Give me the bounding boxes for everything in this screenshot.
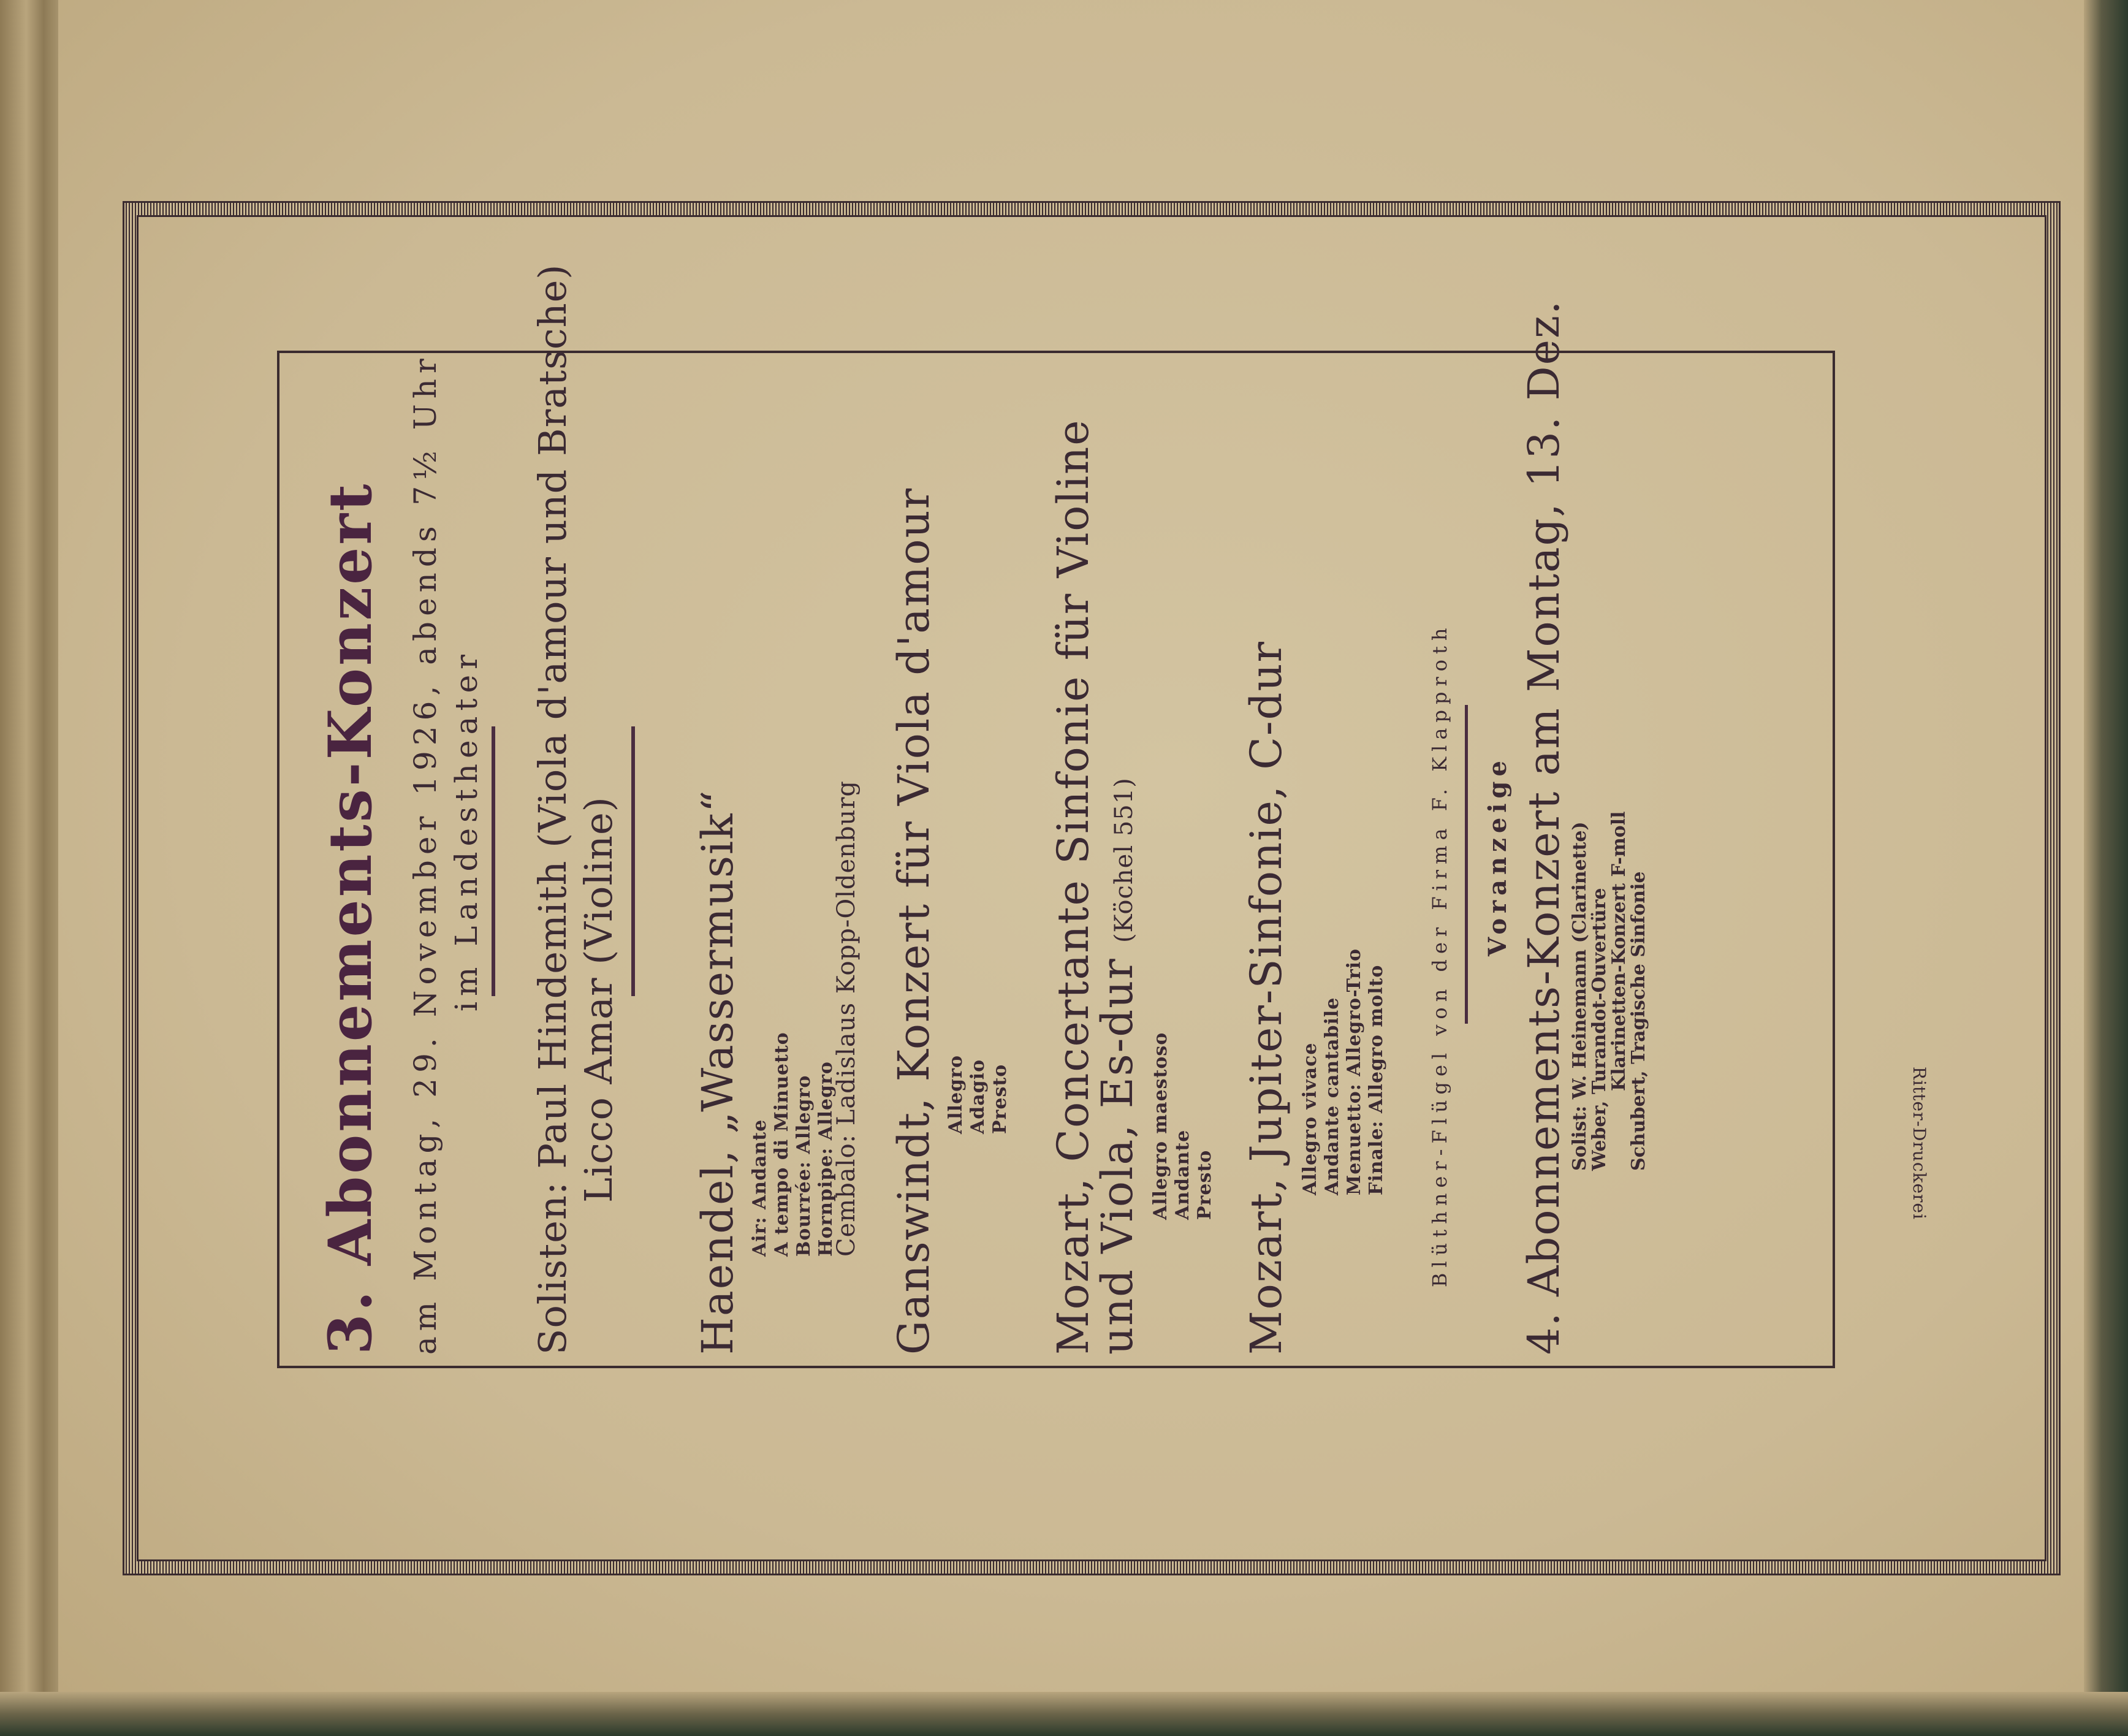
work-mozart-concertante-1: Mozart, Concertante Sinfonie für Violine (1048, 419, 1098, 1355)
piano-note: Blüthner-Flügel von der Firma F. Klapproth (1428, 622, 1451, 1287)
movement: Allegro (945, 1055, 967, 1134)
concert-title: 3. Abonnements-Konzert (316, 481, 385, 1355)
soloists-line-2: Licco Amar (Violine) (576, 796, 621, 1203)
movement: Hornpipe: Allegro (815, 1061, 837, 1257)
movement: Air: Andante (749, 1119, 770, 1257)
concert-date: am Montag, 29. November 1926, abends 7½ Uhr (408, 353, 443, 1355)
concert-program (288, 264, 1808, 1355)
book-spine (0, 0, 58, 1736)
movement: Menuetto: Allegro-Trio (1343, 948, 1365, 1195)
preview-line: Schubert, Tragische Sinfonie (1628, 871, 1649, 1171)
preview-line: Solist: W. Heinemann (Clarinette) (1569, 821, 1590, 1171)
movement: Presto (989, 1064, 1011, 1134)
page-edge-bottom (0, 1692, 2128, 1736)
work-mozart-concertante-2: und Viola, Es-dur (Köchel 551) (1092, 777, 1142, 1355)
work-ganswindt: Ganswindt, Konzert für Viola d'amour (889, 487, 939, 1355)
movement: A tempo di Minuetto (771, 1032, 792, 1257)
soloists-line-1: Solisten: Paul Hindemith (Viola d'amour und Bratsche) (530, 264, 575, 1355)
movement: Presto (1194, 1149, 1215, 1220)
preview-line: Klarinetten-Konzert F-moll (1608, 811, 1630, 1091)
movement: Bourrée: Allegro (793, 1075, 815, 1257)
divider-rule (492, 726, 495, 996)
printer-imprint: Ritter-Druckerei (1909, 1067, 1929, 1220)
movement: Andante cantabile (1321, 997, 1343, 1195)
preview-title: 4. Abonnements-Konzert am Montag, 13. Dez. (1519, 299, 1569, 1355)
movement: Allegro maestoso (1150, 1032, 1171, 1220)
divider-rule (1465, 705, 1468, 1024)
movement: Allegro vivace (1299, 1042, 1321, 1195)
movement: Adagio (967, 1059, 989, 1134)
work-mozart-jupiter: Mozart, Jupiter-Sinfonie, C-dur (1241, 641, 1291, 1355)
concert-venue: im Landestheater (449, 649, 484, 1011)
movement: Andante (1172, 1129, 1193, 1220)
work-haendel: Haendel, „Wassermusik“ (693, 789, 743, 1355)
preview-line: Weber, Turandot-Ouvertüre (1589, 888, 1610, 1171)
movement: Finale: Allegro molto (1366, 964, 1387, 1195)
cembalo-note: Cembalo: Ladislaus Kopp-Oldenburg (832, 780, 861, 1257)
divider-rule (631, 726, 635, 996)
preview-heading: Voranzeige (1483, 756, 1512, 956)
page-edge-right (2084, 0, 2128, 1736)
